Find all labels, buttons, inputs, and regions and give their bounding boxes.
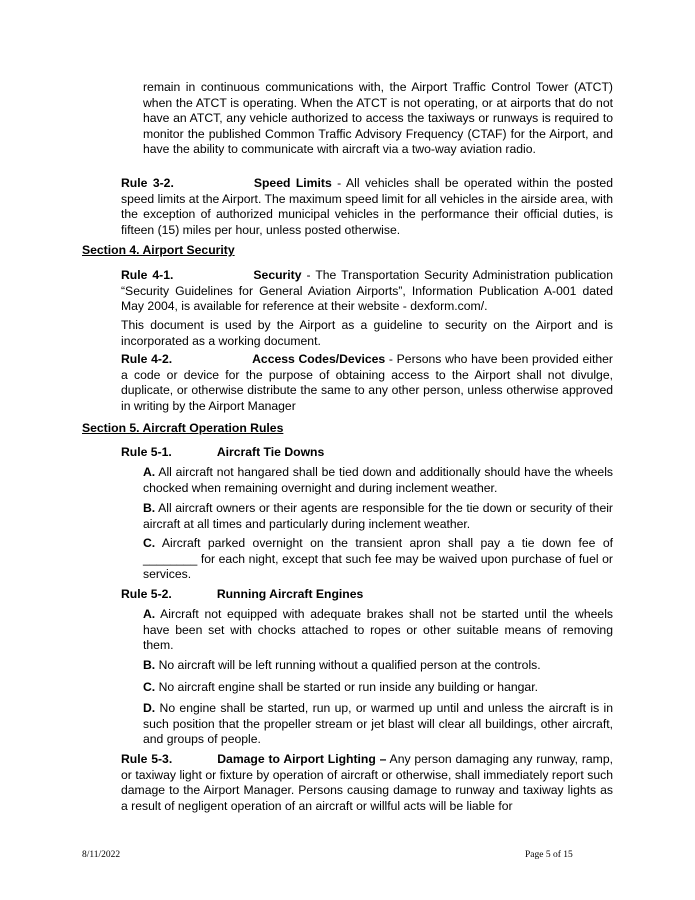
rule-title: Access Codes/Devices bbox=[252, 352, 386, 366]
rule-text: - All vehicles shall be operated within the posted speed limits at the Airport. The maximum speed limit for all vehicles in the airside area, with the exception of authorized municipal vehicles in the performance their official duties, is fifteen (15) miles per hour, unless posted otherwise. bbox=[121, 176, 613, 237]
item-label: C. bbox=[143, 680, 156, 694]
item-text: Aircraft parked overnight on the transient apron shall pay a tie down fee of ________ for each night, except that such fee may be waived upon purchase of fuel or services. bbox=[143, 536, 613, 581]
rule-title: Aircraft Tie Downs bbox=[216, 445, 325, 459]
item-text: No engine shall be started, run up, or warmed up until and unless the aircraft is in such position that the propeller stream or jet blast will clear all buildings, other aircraft, and groups of people. bbox=[143, 701, 613, 746]
rule-5-2-item-d bbox=[143, 701, 613, 748]
paragraph-continuation: remain in continuous communications with, the Airport Traffic Control Tower (ATCT) when the ATCT is operating. When the ATCT is not operating, or at airports that do not have an ATCT, any vehicle authorized to access the taxiways or runways is required to monitor the published Common Traffic Advisory Frequency (CTAF) for the Airport, and have the ability to communicate with aircraft via a two-way aviation radio. bbox=[143, 80, 613, 156]
item-text: No aircraft will be left running without a qualified person at the controls. bbox=[155, 658, 541, 672]
rule-number: Rule 4-2. bbox=[121, 352, 173, 366]
item-label: C. bbox=[143, 536, 156, 550]
item-label: D. bbox=[143, 701, 156, 715]
rule-5-1-item-b bbox=[143, 501, 613, 532]
footer-page-number: Page 5 of 15 bbox=[525, 850, 573, 860]
rule-5-2-heading bbox=[121, 587, 613, 603]
rule-4-1-followup: This document is used by the Airport as a guideline to security on the Airport and is incorporated as a working document. bbox=[121, 318, 613, 348]
rule-5-1-item-a bbox=[143, 465, 613, 496]
rule-number: Rule 4-1. bbox=[121, 268, 174, 282]
rule-title: Damage to Airport Lighting – bbox=[217, 752, 387, 766]
rule-title: Speed Limits bbox=[253, 176, 332, 190]
rule-number: Rule 5-1. bbox=[121, 445, 172, 459]
rule-title: Security bbox=[253, 268, 302, 282]
footer-date: 8/11/2022 bbox=[82, 850, 121, 860]
item-text: All aircraft owners or their agents are responsible for the tie down or security of their aircraft at all times and particularly during inclement weather. bbox=[143, 501, 613, 531]
rule-5-3 bbox=[121, 752, 613, 814]
rule-title: Running Aircraft Engines bbox=[216, 587, 364, 601]
item-text: All aircraft not hangared shall be tied down and additionally should have the wheels chocked when remaining overnight and during inclement weather. bbox=[143, 465, 613, 495]
rule-number: Rule 3-2. bbox=[121, 176, 174, 190]
rule-5-1-item-c bbox=[143, 536, 613, 583]
section-4-heading: Section 4. Airport Security bbox=[82, 243, 235, 257]
section-5-heading: Section 5. Aircraft Operation Rules bbox=[82, 421, 284, 435]
item-text: No aircraft engine shall be started or run inside any building or hangar. bbox=[155, 680, 538, 694]
item-label: B. bbox=[143, 501, 156, 515]
rule-text: Any person damaging any runway, ramp, or taxiway light or fixture by operation of aircraft or otherwise, shall immediately report such damage to the Airport Manager. Persons causing damage to runway and taxiway lights as a result of negligent operation of an aircraft or willful acts will be liable for bbox=[121, 752, 613, 813]
rule-number: Rule 5-2. bbox=[121, 587, 172, 601]
rule-5-1-heading bbox=[121, 445, 613, 461]
item-label: B. bbox=[143, 658, 156, 672]
item-label: A. bbox=[143, 607, 156, 621]
rule-5-2-item-b bbox=[143, 658, 613, 674]
item-label: A. bbox=[143, 465, 156, 479]
rule-5-2-item-c bbox=[143, 680, 613, 696]
rule-4-1 bbox=[121, 268, 613, 315]
item-text: Aircraft not equipped with adequate brakes shall not be started until the wheels have been set with chocks attached to ropes or other suitable means of removing them. bbox=[143, 607, 613, 652]
rule-3-2 bbox=[121, 176, 613, 238]
rule-5-2-item-a bbox=[143, 607, 613, 654]
rule-text: - Persons who have been provided either a code or device for the purpose of obtaining access to the Airport shall not divulge, duplicate, or otherwise distribute the same to any other person, unless otherwise approved in writing by the Airport Manager bbox=[121, 352, 613, 413]
rule-number: Rule 5-3. bbox=[121, 752, 173, 766]
rule-text: - The Transportation Security Administration publication “Security Guidelines for General Aviation Airports”, Information Publication A-001 dated May 2004, is available for reference at their website - dexform.com/. bbox=[121, 268, 613, 313]
rule-4-2 bbox=[121, 352, 613, 414]
